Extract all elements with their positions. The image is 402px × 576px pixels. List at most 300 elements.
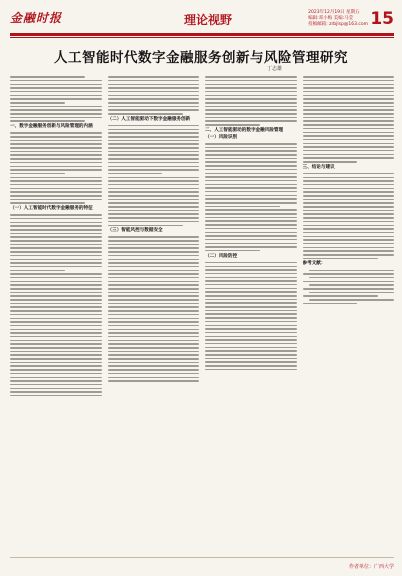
text-line (10, 262, 102, 264)
text-line (108, 325, 200, 327)
text-line (205, 291, 297, 293)
text-line (10, 365, 102, 367)
text-line (10, 162, 102, 164)
text-line (205, 321, 297, 323)
text-line (303, 139, 395, 141)
text-line (205, 266, 297, 268)
subheading: （二）人工智能驱动下数字金融服务创新 (107, 116, 191, 122)
text-line (303, 247, 395, 249)
text-line (108, 76, 200, 78)
text-line (10, 147, 102, 149)
text-line (108, 151, 200, 153)
text-line (303, 143, 395, 145)
text-line (205, 120, 297, 122)
text-line (10, 380, 102, 382)
text-line (205, 209, 297, 211)
text-line (303, 106, 395, 108)
text-line (10, 266, 102, 268)
text-line (10, 314, 102, 316)
text-line (303, 109, 395, 111)
text-line (108, 106, 200, 108)
text-line (108, 358, 200, 360)
text-line (108, 251, 200, 253)
text-line (205, 235, 297, 237)
text-line (303, 221, 395, 223)
text-line (10, 225, 102, 227)
text-line (108, 195, 200, 197)
text-line (10, 188, 102, 190)
text-line (205, 277, 297, 279)
text-line (303, 243, 395, 245)
text-line (303, 195, 395, 197)
text-line (108, 318, 200, 320)
text-line (10, 362, 102, 364)
text-line (10, 214, 102, 216)
text-line (10, 158, 102, 160)
text-line (108, 362, 200, 364)
text-line (108, 87, 200, 89)
subheading: 参考文献： (302, 261, 326, 267)
text-line (205, 224, 297, 226)
text-line (205, 299, 297, 301)
text-line (10, 76, 85, 78)
text-line (108, 262, 200, 264)
section-title: 理论视野 (184, 13, 233, 27)
text-line (108, 95, 200, 97)
text-line (303, 132, 395, 134)
text-line (205, 95, 297, 97)
author-affiliation: 作者单位：广西大学 (348, 564, 394, 570)
text-line (10, 91, 102, 93)
text-line (205, 336, 297, 338)
text-line (10, 180, 102, 182)
text-line (10, 113, 102, 115)
text-line (10, 191, 102, 193)
text-line (108, 206, 200, 208)
text-line (303, 146, 395, 148)
text-line (205, 239, 297, 241)
text-line (303, 124, 395, 126)
text-line (10, 284, 102, 286)
text-line (10, 177, 102, 179)
text-line (10, 169, 102, 171)
text-line (10, 277, 102, 279)
column-3 (205, 74, 297, 552)
editor-line: 编辑:邓小梅 美编:马莹 (308, 16, 354, 21)
text-line (10, 343, 102, 345)
text-line (10, 251, 102, 253)
text-line (205, 232, 297, 234)
text-line (303, 173, 395, 175)
text-line (10, 154, 102, 156)
text-line (205, 158, 297, 160)
text-line (205, 84, 297, 86)
text-line (205, 165, 297, 167)
text-line (205, 213, 297, 215)
text-line (205, 369, 297, 371)
text-line (205, 117, 297, 119)
text-line (309, 299, 395, 301)
issue-meta (308, 10, 368, 28)
text-line (108, 255, 200, 257)
text-line (10, 270, 65, 272)
text-line (205, 273, 297, 275)
text-line (205, 325, 297, 327)
text-line (303, 117, 395, 119)
text-line (10, 120, 85, 122)
text-line (108, 310, 200, 312)
text-line (303, 206, 395, 208)
text-line (205, 280, 297, 282)
text-line (10, 80, 102, 82)
text-line (108, 188, 200, 190)
text-line (205, 269, 297, 271)
subheading: 二、人工智能驱动的数字金融风险管理 (205, 127, 284, 133)
text-line (303, 177, 395, 179)
text-line (205, 191, 297, 193)
text-line (10, 151, 102, 153)
text-line (303, 76, 395, 78)
text-line (108, 247, 200, 249)
text-line (108, 332, 200, 334)
text-line (10, 310, 102, 312)
text-line (108, 343, 200, 345)
text-line (10, 347, 102, 349)
text-line (108, 84, 200, 86)
text-line (10, 354, 102, 356)
text-line (108, 158, 200, 160)
text-line (10, 340, 102, 342)
text-line (108, 236, 200, 238)
text-line (108, 281, 200, 283)
text-line (108, 266, 200, 268)
text-line (303, 210, 395, 212)
text-line (205, 206, 280, 208)
text-line (108, 169, 200, 171)
text-line (10, 369, 102, 371)
subheading: （三）智能风控与数据安全 (107, 228, 163, 234)
text-line (303, 288, 395, 290)
text-line (10, 255, 102, 257)
text-line (10, 132, 102, 134)
text-line (10, 281, 102, 283)
text-line (10, 295, 102, 297)
text-line (205, 246, 297, 248)
text-line (303, 154, 395, 156)
text-line (108, 154, 200, 156)
article-title: 人工智能时代数字金融服务创新与风险管理研究 (54, 50, 348, 66)
text-line (303, 202, 395, 204)
text-line (205, 184, 297, 186)
text-line (108, 259, 200, 261)
text-line (205, 169, 297, 171)
text-line (108, 377, 200, 379)
text-line (10, 98, 102, 100)
text-line (10, 299, 102, 301)
text-line (303, 232, 395, 234)
text-line (205, 113, 297, 115)
text-line (303, 188, 395, 190)
text-line (205, 80, 297, 82)
text-line (303, 91, 395, 93)
text-line (108, 314, 200, 316)
text-line (205, 328, 297, 330)
text-line (303, 258, 378, 260)
text-line (108, 340, 200, 342)
text-line (108, 240, 200, 242)
text-line (108, 295, 200, 297)
text-line (303, 102, 395, 104)
text-line (108, 143, 200, 145)
text-line (205, 262, 297, 264)
text-line (205, 91, 297, 93)
text-line (205, 98, 297, 100)
text-line (108, 329, 200, 331)
text-line (10, 288, 102, 290)
text-line (205, 176, 297, 178)
text-line (205, 288, 297, 290)
text-line (10, 244, 102, 246)
text-line (205, 332, 297, 334)
text-line (108, 225, 183, 227)
text-line (303, 80, 395, 82)
masthead (10, 9, 394, 33)
text-line (10, 166, 102, 168)
text-line (205, 143, 297, 145)
text-line (10, 351, 102, 353)
text-line (303, 191, 395, 193)
text-line (10, 321, 102, 323)
text-line (303, 135, 395, 137)
text-line (205, 161, 297, 163)
text-line (10, 87, 102, 89)
text-line (10, 229, 102, 231)
text-line (10, 377, 102, 379)
text-line (108, 147, 200, 149)
text-line (303, 273, 395, 275)
text-line (303, 199, 395, 201)
text-line (205, 347, 297, 349)
text-line (10, 84, 102, 86)
text-line (205, 147, 297, 149)
text-line (205, 217, 297, 219)
text-line (108, 299, 200, 301)
text-line (205, 220, 297, 222)
subheading: 三、结论与建议 (302, 164, 335, 170)
text-line (303, 228, 395, 230)
text-line (303, 150, 395, 152)
text-line (10, 199, 102, 201)
newspaper-logo: 金融时报 (10, 11, 63, 25)
text-line (108, 292, 200, 294)
text-line (205, 243, 297, 245)
text-line (10, 292, 102, 294)
text-line (108, 98, 200, 100)
text-line (303, 236, 395, 238)
text-line (108, 270, 200, 272)
text-line (309, 284, 395, 286)
subheading: 一、数字金融服务创新与风险管理的内涵 (10, 124, 93, 130)
text-line (303, 87, 395, 89)
text-line (10, 303, 102, 305)
text-line (108, 136, 200, 138)
text-line (10, 332, 102, 334)
text-line (10, 318, 102, 320)
text-line (303, 180, 395, 182)
text-line (10, 240, 102, 242)
text-line (10, 109, 102, 111)
text-line (10, 388, 102, 390)
text-line (205, 313, 297, 315)
text-line (108, 244, 200, 246)
text-line (10, 143, 102, 145)
text-line (10, 373, 102, 375)
text-line (303, 225, 395, 227)
text-line (10, 184, 102, 186)
text-line (108, 277, 200, 279)
text-line (108, 354, 200, 356)
text-line (108, 221, 200, 223)
text-line (108, 288, 200, 290)
text-line (10, 95, 102, 97)
text-line (205, 187, 297, 189)
text-line (205, 343, 297, 345)
text-line (205, 365, 297, 367)
text-line (108, 140, 200, 142)
text-line (205, 150, 297, 152)
text-line (205, 354, 297, 356)
text-line (108, 365, 200, 367)
text-line (205, 106, 297, 108)
page-number: 15 (370, 9, 394, 29)
text-line (205, 302, 297, 304)
text-line (303, 254, 395, 256)
text-line (205, 198, 297, 200)
text-line (108, 91, 200, 93)
text-line (10, 306, 102, 308)
column-2 (108, 74, 200, 552)
text-line (205, 102, 297, 104)
article-body (10, 74, 394, 552)
text-line (303, 128, 395, 130)
text-line (108, 284, 200, 286)
text-line (108, 109, 200, 111)
text-line (205, 317, 297, 319)
text-line (205, 361, 297, 363)
contact-line: 投稿邮箱: zrbjlsp@163.com (308, 22, 368, 27)
text-line (10, 336, 102, 338)
text-line (108, 217, 200, 219)
text-line (108, 184, 200, 186)
text-line (205, 284, 297, 286)
text-line (205, 202, 297, 204)
text-line (205, 180, 297, 182)
date-line: 2023年12月19日 星期五 (308, 10, 360, 15)
text-line (108, 80, 200, 82)
text-line (205, 306, 297, 308)
header-rule-thin (10, 37, 394, 38)
text-line (108, 199, 200, 201)
text-line (10, 395, 102, 397)
text-line (303, 184, 395, 186)
text-line (303, 303, 358, 305)
text-line (108, 380, 200, 382)
text-line (303, 250, 395, 252)
header-rule (10, 33, 394, 36)
text-line (108, 177, 200, 179)
text-line (10, 218, 102, 220)
article-author: 丁志雄 (266, 66, 282, 72)
text-line (108, 180, 200, 182)
text-line (205, 109, 297, 111)
text-line (303, 84, 395, 86)
text-line (10, 136, 102, 138)
text-line (108, 347, 200, 349)
text-line (10, 173, 65, 175)
text-line (10, 195, 102, 197)
text-line (10, 106, 102, 108)
text-line (108, 306, 200, 308)
text-line (303, 157, 395, 159)
text-line (205, 87, 297, 89)
subheading: （一）风险识别 (205, 134, 238, 140)
text-line (205, 358, 297, 360)
text-line (303, 98, 395, 100)
text-line (108, 202, 200, 204)
text-line (205, 195, 297, 197)
text-line (10, 222, 102, 224)
text-line (108, 113, 183, 115)
text-line (205, 310, 297, 312)
text-line (108, 351, 200, 353)
text-line (108, 125, 200, 127)
text-line (10, 117, 102, 119)
text-line (10, 233, 102, 235)
text-line (108, 303, 200, 305)
text-line (108, 102, 200, 104)
text-line (108, 191, 200, 193)
text-line (205, 339, 297, 341)
text-line (309, 292, 395, 294)
text-line (205, 250, 260, 252)
text-line (108, 213, 200, 215)
text-line (10, 384, 102, 386)
text-line (303, 120, 395, 122)
text-line (108, 369, 200, 371)
text-line (303, 281, 395, 283)
subheading: （一）人工智能时代数字金融服务的特征 (10, 206, 93, 212)
text-line (10, 236, 102, 238)
text-line (205, 124, 260, 126)
text-line (303, 239, 395, 241)
text-line (10, 102, 65, 104)
text-line (205, 295, 297, 297)
subheading: （二）风险防控 (205, 253, 238, 259)
text-line (205, 76, 297, 78)
text-line (108, 132, 200, 134)
text-line (108, 273, 200, 275)
text-line (303, 161, 358, 163)
text-line (108, 210, 200, 212)
text-line (10, 247, 102, 249)
text-line (10, 391, 102, 393)
text-line (303, 295, 378, 297)
text-line (205, 350, 297, 352)
text-line (108, 166, 200, 168)
text-line (303, 217, 395, 219)
text-line (108, 373, 200, 375)
footer-rule (10, 557, 394, 558)
